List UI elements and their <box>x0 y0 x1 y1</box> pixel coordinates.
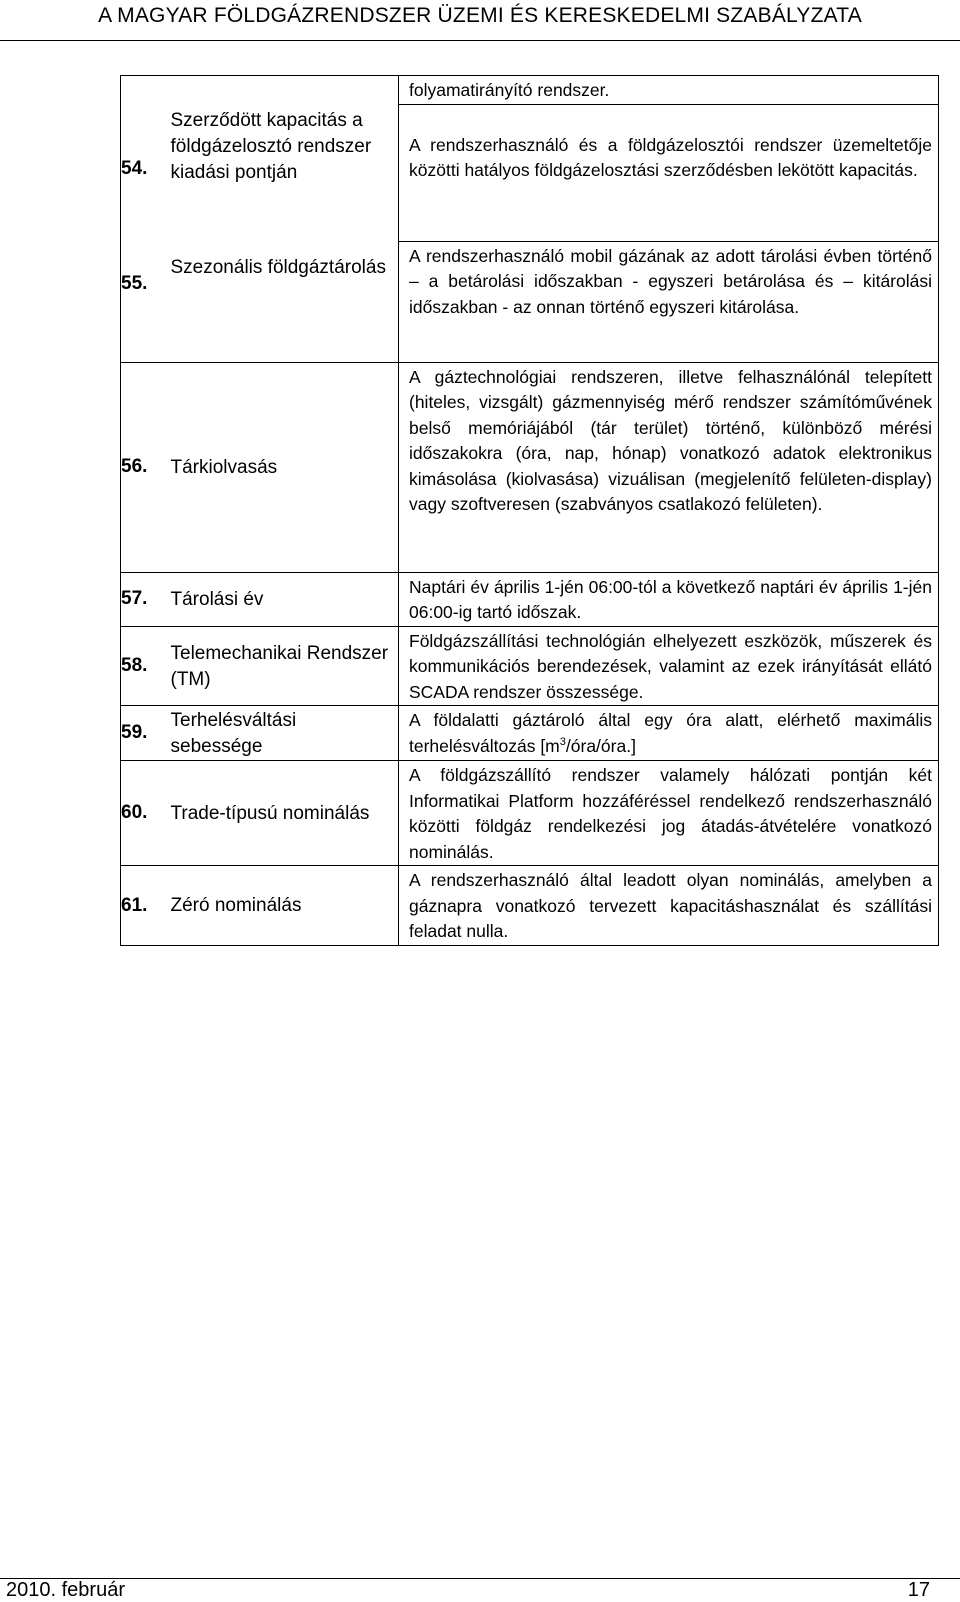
definition-term: Zéró nominálás <box>161 866 399 946</box>
header-divider <box>0 40 960 41</box>
document-header: A MAGYAR FÖLDGÁZRENDSZER ÜZEMI ÉS KERESKEDELMI SZABÁLYZATA <box>98 4 862 27</box>
description-text-end: /óra/óra.] <box>565 735 636 756</box>
definition-term: Szezonális földgáztárolás <box>161 241 399 362</box>
definitions-table-main <box>120 75 939 946</box>
table-row <box>121 572 939 626</box>
page-number: 17 <box>907 1579 930 1601</box>
table-row <box>121 241 939 362</box>
superscript-exponent: 3 <box>559 735 566 748</box>
table-row <box>121 761 939 866</box>
description-text: A földalatti gáztároló által egy óra alatt, elérhető maximális terhelésváltozás [m <box>409 710 932 756</box>
table-row <box>121 626 939 706</box>
definition-description: A földgázszállító rendszer valamely hálózati pontján két Informatikai Platform hozzáféréssel rendelkező rendszerhasználó közötti földgáz rendelkezési jog átadás-átvételére vonatkozó nominálás. <box>399 761 939 866</box>
table-row <box>121 706 939 761</box>
definition-description <box>399 706 939 761</box>
definition-term: Szerződött kapacitás a földgázelosztó rendszer kiadási pontján <box>161 76 399 242</box>
definition-description: A rendszerhasználó és a földgázelosztói rendszer üzemeltetője közötti hatályos földgázelosztási szerződésben lekötött kapacitás. <box>399 104 939 241</box>
definition-description: folyamatirányító rendszer. <box>399 76 939 105</box>
table-row <box>121 76 939 105</box>
definition-number: 56. <box>121 362 161 572</box>
definition-description: Földgázszállítási technológián elhelyezett eszközök, műszerek és kommunikációs berendezések, valamint az ezek irányítását ellátó SCADA rendszer összessége. <box>399 626 939 706</box>
definition-term: Telemechanikai Rendszer (TM) <box>161 626 399 706</box>
definition-number: 60. <box>121 761 161 866</box>
table-row <box>121 362 939 572</box>
definition-number: 54. <box>121 76 161 242</box>
page-footer <box>0 1578 960 1601</box>
definition-description: A rendszerhasználó által leadott olyan nominálás, amelyben a gáznapra vonatkozó tervezett kapacitáshasználat és szállítási feladat nulla. <box>399 866 939 946</box>
definition-number: 59. <box>121 706 161 761</box>
definition-number: 57. <box>121 572 161 626</box>
footer-date: 2010. február <box>6 1579 125 1601</box>
definition-description: A gáztechnológiai rendszeren, illetve felhasználónál telepített (hiteles, vizsgált) gázmennyiség mérő rendszer számítóművének belső memóriájából (tár terület) történő, különböző mérési időszakokra (óra, nap, hónap) vonatkozó adatok elektronikus kimásolása (kiolvasása) vizuálisan (megjelenítő felületen-display) vagy szoftveresen (szabványos csatlakozó felületen). <box>399 362 939 572</box>
table-row <box>121 866 939 946</box>
definition-description: A rendszerhasználó mobil gázának az adott tárolási évben történő – a betárolási időszakban - egyszeri betárolása és – kitárolási időszakban - az onnan történő egyszeri kitárolása. <box>399 241 939 362</box>
definition-term: Terhelésváltási sebessége <box>161 706 399 761</box>
definition-description: Naptári év április 1-jén 06:00-tól a következő naptári év április 1-jén 06:00-ig tartó időszak. <box>399 572 939 626</box>
definition-number: 58. <box>121 626 161 706</box>
definition-number: 55. <box>121 241 161 362</box>
definition-number: 61. <box>121 866 161 946</box>
definition-term: Tárkiolvasás <box>161 362 399 572</box>
definition-term: Tárolási év <box>161 572 399 626</box>
definition-term: Trade-típusú nominálás <box>161 761 399 866</box>
